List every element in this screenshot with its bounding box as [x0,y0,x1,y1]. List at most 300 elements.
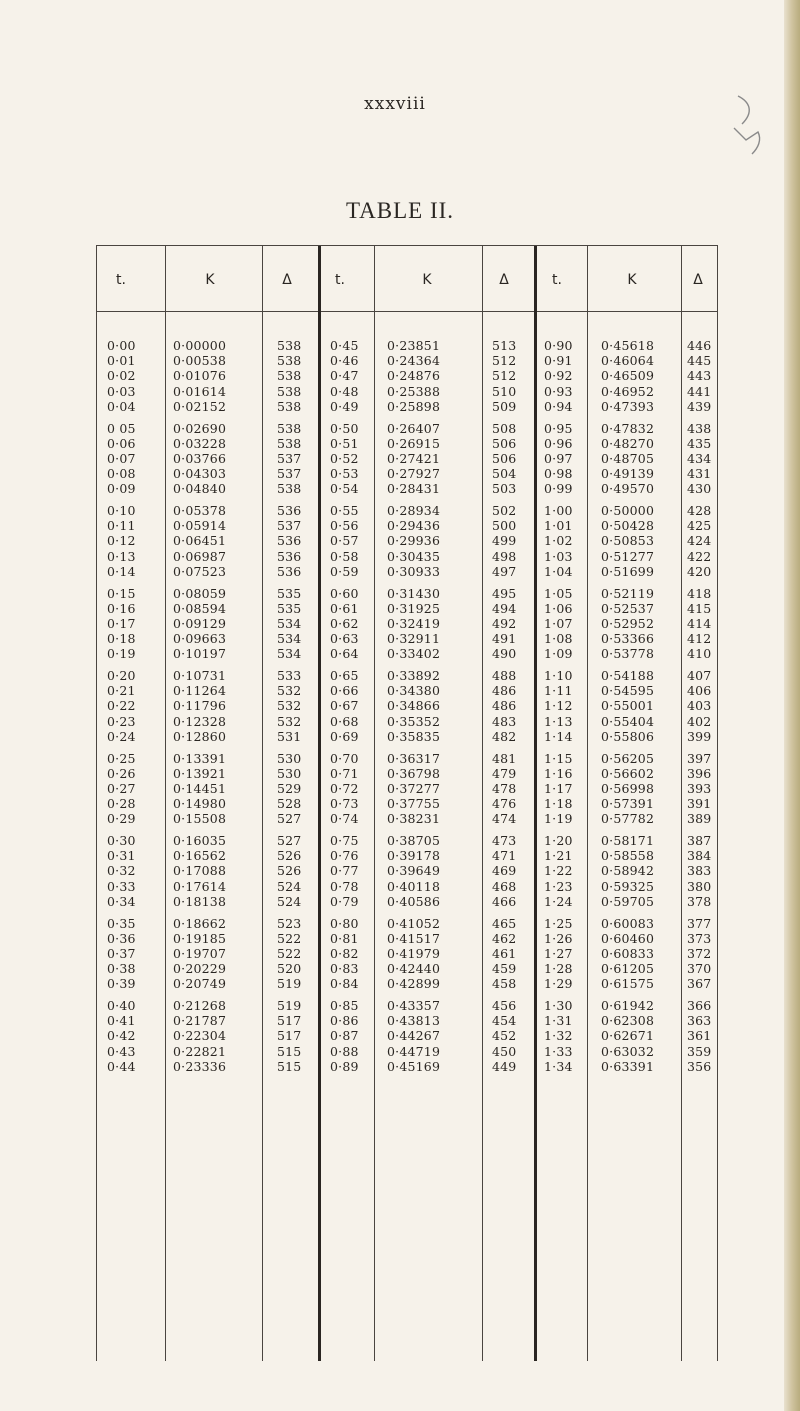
k-value: 0·21268 [173,998,227,1013]
t-value: 0·53 [330,466,359,482]
k-value: 0·30933 [387,563,441,579]
t-value: 0·12 [107,533,136,549]
k-value: 0·01076 [173,368,227,384]
k-value: 0·46952 [601,383,655,399]
t-value: 1·01 [544,518,573,534]
k-value: 0·40118 [387,878,441,894]
t-value: 0·51 [330,435,359,451]
k-value: 0·48270 [601,435,655,451]
t-value: 1·12 [544,698,573,714]
t-value: 0·25 [107,750,136,766]
k-value: 0·45169 [387,1058,441,1074]
t-value: 0·62 [330,615,359,631]
t-value: 0·86 [330,1013,359,1029]
panel-divider [534,246,537,1361]
k-value: 0·02690 [173,420,227,436]
k-value: 0·17088 [173,863,227,879]
delta-value: 428 [687,503,712,518]
k-value: 0·41052 [387,915,441,931]
delta-value: 536 [277,548,302,564]
t-value: 0·99 [544,481,573,497]
delta-value: 482 [492,728,517,744]
t-value: 0·37 [107,945,136,961]
k-value: 0·62671 [601,1028,655,1044]
delta-value: 534 [277,615,302,631]
k-value: 0·58171 [601,833,655,848]
k-value: 0·09663 [173,631,227,647]
t-value: 0·07 [107,450,136,466]
k-value: 0·42440 [387,961,441,977]
k-value: 0·54188 [601,668,655,683]
k-value: 0·32419 [387,615,441,631]
delta-value: 534 [277,646,302,662]
delta-value: 380 [687,878,712,894]
delta-value: 459 [492,961,517,977]
k-value: 0·39178 [387,848,441,864]
delta-value: 367 [687,976,712,992]
k-value: 0·18662 [173,915,227,931]
k-value: 0·23336 [173,1058,227,1074]
delta-value: 483 [492,713,517,729]
k-value: 0·13391 [173,750,227,766]
t-value: 0·32 [107,863,136,879]
column-rule [681,246,682,1361]
t-value: 0·55 [330,503,359,518]
k-value: 0·08059 [173,585,227,601]
delta-value: 515 [277,1043,302,1059]
t-value: 0·63 [330,631,359,647]
k-value: 0·51277 [601,548,655,564]
delta-value: 512 [492,353,517,369]
delta-value: 466 [492,893,517,909]
delta-value: 503 [492,481,517,497]
delta-value: 538 [277,420,302,436]
t-value: 0·36 [107,930,136,946]
k-value: 0·16035 [173,833,227,848]
k-value: 0·55806 [601,728,655,744]
k-value: 0·34866 [387,698,441,714]
delta-value: 510 [492,383,517,399]
t-value: 0·72 [330,780,359,796]
k-value: 0·36317 [387,750,441,766]
k-value: 0·20229 [173,961,227,977]
k-value: 0·46509 [601,368,655,384]
t-value: 0·49 [330,398,359,414]
delta-value: 456 [492,998,517,1013]
delta-value: 384 [687,848,712,864]
t-value: 0·20 [107,668,136,683]
delta-value: 359 [687,1043,712,1059]
k-value: 0·52119 [601,585,655,601]
k-value: 0·52537 [601,600,655,616]
t-value: 0 05 [107,420,136,436]
delta-value: 414 [687,615,712,631]
delta-value: 508 [492,420,517,436]
t-value: 0·89 [330,1058,359,1074]
t-value: 0·78 [330,878,359,894]
delta-value: 533 [277,668,302,683]
t-value: 0·39 [107,976,136,992]
t-value: 0·23 [107,713,136,729]
k-value: 0·02152 [173,398,227,414]
t-value: 0·41 [107,1013,136,1029]
k-value: 0·12860 [173,728,227,744]
k-value: 0·09129 [173,615,227,631]
k-value: 0·05378 [173,503,227,518]
t-value: 1·28 [544,961,573,977]
k-value: 0·50000 [601,503,655,518]
delta-value: 449 [492,1058,517,1074]
t-value: 1·25 [544,915,573,931]
t-value: 0·09 [107,481,136,497]
delta-value: 462 [492,930,517,946]
delta-value: 502 [492,503,517,518]
t-value: 1·15 [544,750,573,766]
delta-value: 529 [277,780,302,796]
k-value: 0·56602 [601,765,655,781]
delta-value: 488 [492,668,517,683]
delta-value: 538 [277,435,302,451]
delta-value: 526 [277,848,302,864]
t-value: 0·58 [330,548,359,564]
delta-value: 490 [492,646,517,662]
header-k-2: K [422,272,432,288]
t-value: 0·44 [107,1058,136,1074]
k-value: 0·20749 [173,976,227,992]
delta-value: 363 [687,1013,712,1029]
t-value: 0·04 [107,398,136,414]
delta-value: 452 [492,1028,517,1044]
t-value: 0·93 [544,383,573,399]
k-value: 0·50853 [601,533,655,549]
column-rule [482,246,483,1361]
delta-value: 491 [492,631,517,647]
delta-value: 478 [492,780,517,796]
delta-value: 458 [492,976,517,992]
delta-value: 519 [277,998,302,1013]
k-value: 0·26915 [387,435,441,451]
delta-value: 479 [492,765,517,781]
k-value: 0·53778 [601,646,655,662]
k-value: 0·14980 [173,796,227,812]
delta-value: 532 [277,683,302,699]
delta-value: 515 [277,1058,302,1074]
k-value: 0·16562 [173,848,227,864]
delta-value: 469 [492,863,517,879]
t-value: 0·94 [544,398,573,414]
delta-value: 446 [687,338,712,353]
delta-value: 383 [687,863,712,879]
delta-value: 538 [277,398,302,414]
t-value: 0·11 [107,518,136,534]
delta-value: 495 [492,585,517,601]
delta-value: 422 [687,548,712,564]
t-value: 0·88 [330,1043,359,1059]
delta-value: 415 [687,600,712,616]
delta-value: 372 [687,945,712,961]
k-value: 0·38231 [387,811,441,827]
t-value: 0·43 [107,1043,136,1059]
k-value: 0·25388 [387,383,441,399]
k-value: 0·55001 [601,698,655,714]
delta-value: 378 [687,893,712,909]
delta-value: 504 [492,466,517,482]
k-value: 0·55404 [601,713,655,729]
k-value: 0·00000 [173,338,227,353]
k-value: 0·61205 [601,961,655,977]
t-value: 1·29 [544,976,573,992]
delta-value: 497 [492,563,517,579]
t-value: 0·22 [107,698,136,714]
k-value: 0·53366 [601,631,655,647]
t-value: 0·97 [544,450,573,466]
delta-value: 512 [492,368,517,384]
header-k-1: K [205,272,215,288]
k-value: 0·43813 [387,1013,441,1029]
t-value: 0·13 [107,548,136,564]
panel-divider [318,246,321,1361]
k-value: 0·43357 [387,998,441,1013]
k-value: 0·60460 [601,930,655,946]
t-value: 0·90 [544,338,573,353]
delta-value: 396 [687,765,712,781]
delta-value: 366 [687,998,712,1013]
t-value: 0·18 [107,631,136,647]
t-value: 1·24 [544,893,573,909]
t-value: 0·35 [107,915,136,931]
k-value: 0·54595 [601,683,655,699]
k-value: 0·27927 [387,466,441,482]
k-value: 0·25898 [387,398,441,414]
delta-value: 538 [277,383,302,399]
k-value: 0·27421 [387,450,441,466]
k-value: 0·41517 [387,930,441,946]
delta-value: 492 [492,615,517,631]
delta-value: 471 [492,848,517,864]
k-value: 0·19185 [173,930,227,946]
k-value: 0·39649 [387,863,441,879]
k-value: 0·47393 [601,398,655,414]
t-value: 0·14 [107,563,136,579]
delta-value: 509 [492,398,517,414]
k-value: 0·57782 [601,811,655,827]
k-value: 0·51699 [601,563,655,579]
t-value: 1·11 [544,683,573,699]
data-table [96,245,718,1361]
t-value: 0·96 [544,435,573,451]
k-value: 0·41979 [387,945,441,961]
k-value: 0·32911 [387,631,441,647]
t-value: 0·31 [107,848,136,864]
t-value: 0·69 [330,728,359,744]
k-value: 0·31430 [387,585,441,601]
delta-value: 535 [277,600,302,616]
delta-value: 486 [492,698,517,714]
delta-value: 522 [277,930,302,946]
column-rule [165,246,166,1361]
k-value: 0·04840 [173,481,227,497]
k-value: 0·46064 [601,353,655,369]
delta-value: 441 [687,383,712,399]
t-value: 1·27 [544,945,573,961]
delta-value: 377 [687,915,712,931]
delta-value: 370 [687,961,712,977]
k-value: 0·58558 [601,848,655,864]
t-value: 1·33 [544,1043,573,1059]
k-value: 0·34380 [387,683,441,699]
t-value: 0·71 [330,765,359,781]
delta-value: 431 [687,466,712,482]
k-value: 0·21787 [173,1013,227,1029]
t-value: 1·09 [544,646,573,662]
t-value: 0·27 [107,780,136,796]
delta-value: 424 [687,533,712,549]
delta-value: 468 [492,878,517,894]
delta-value: 391 [687,796,712,812]
t-value: 1·10 [544,668,573,683]
t-value: 0·57 [330,533,359,549]
t-value: 0·95 [544,420,573,436]
t-value: 1·08 [544,631,573,647]
t-value: 0·82 [330,945,359,961]
t-value: 0·70 [330,750,359,766]
delta-value: 389 [687,811,712,827]
t-value: 0·08 [107,466,136,482]
t-value: 0·87 [330,1028,359,1044]
t-value: 0·02 [107,368,136,384]
delta-value: 486 [492,683,517,699]
k-value: 0·35835 [387,728,441,744]
delta-value: 517 [277,1028,302,1044]
delta-value: 494 [492,600,517,616]
t-value: 1·14 [544,728,573,744]
k-value: 0·01614 [173,383,227,399]
delta-value: 513 [492,338,517,353]
k-value: 0·48705 [601,450,655,466]
t-value: 1·21 [544,848,573,864]
delta-value: 450 [492,1043,517,1059]
delta-value: 538 [277,353,302,369]
t-value: 1·30 [544,998,573,1013]
t-value: 0·54 [330,481,359,497]
k-value: 0·29436 [387,518,441,534]
t-value: 1·32 [544,1028,573,1044]
delta-value: 506 [492,450,517,466]
t-value: 0·66 [330,683,359,699]
delta-value: 420 [687,563,712,579]
t-value: 0·34 [107,893,136,909]
k-value: 0·07523 [173,563,227,579]
t-value: 0·56 [330,518,359,534]
delta-value: 399 [687,728,712,744]
k-value: 0·06451 [173,533,227,549]
k-value: 0·19707 [173,945,227,961]
column-rule [587,246,588,1361]
t-value: 0·33 [107,878,136,894]
delta-value: 498 [492,548,517,564]
t-value: 0·29 [107,811,136,827]
delta-value: 517 [277,1013,302,1029]
k-value: 0·00538 [173,353,227,369]
t-value: 0·06 [107,435,136,451]
page-edge [784,0,800,1411]
k-value: 0·56998 [601,780,655,796]
delta-value: 461 [492,945,517,961]
k-value: 0·62308 [601,1013,655,1029]
t-value: 0·65 [330,668,359,683]
k-value: 0·36798 [387,765,441,781]
delta-value: 534 [277,631,302,647]
t-value: 0·85 [330,998,359,1013]
k-value: 0·49139 [601,466,655,482]
k-value: 0·12328 [173,713,227,729]
k-value: 0·42899 [387,976,441,992]
t-value: 0·92 [544,368,573,384]
delta-value: 538 [277,481,302,497]
t-value: 1·04 [544,563,573,579]
k-value: 0·15508 [173,811,227,827]
k-value: 0·10197 [173,646,227,662]
k-value: 0·61942 [601,998,655,1013]
k-value: 0·49570 [601,481,655,497]
k-value: 0·59325 [601,878,655,894]
t-value: 0·15 [107,585,136,601]
t-value: 1·06 [544,600,573,616]
t-value: 1·02 [544,533,573,549]
delta-value: 506 [492,435,517,451]
delta-value: 373 [687,930,712,946]
t-value: 0·79 [330,893,359,909]
t-value: 0·91 [544,353,573,369]
k-value: 0·38705 [387,833,441,848]
delta-value: 454 [492,1013,517,1029]
k-value: 0·13921 [173,765,227,781]
k-value: 0·45618 [601,338,655,353]
t-value: 1·17 [544,780,573,796]
delta-value: 530 [277,765,302,781]
k-value: 0·06987 [173,548,227,564]
delta-value: 438 [687,420,712,436]
k-value: 0·11264 [173,683,227,699]
t-value: 0·84 [330,976,359,992]
t-value: 0·77 [330,863,359,879]
delta-value: 519 [277,976,302,992]
delta-value: 537 [277,450,302,466]
k-value: 0·24364 [387,353,441,369]
k-value: 0·17614 [173,878,227,894]
delta-value: 531 [277,728,302,744]
t-value: 0·52 [330,450,359,466]
k-value: 0·60083 [601,915,655,931]
k-value: 0·35352 [387,713,441,729]
delta-value: 418 [687,585,712,601]
k-value: 0·63032 [601,1043,655,1059]
delta-value: 522 [277,945,302,961]
t-value: 1·07 [544,615,573,631]
delta-value: 538 [277,368,302,384]
delta-value: 430 [687,481,712,497]
t-value: 0·75 [330,833,359,848]
delta-value: 500 [492,518,517,534]
t-value: 1·05 [544,585,573,601]
t-value: 0·26 [107,765,136,781]
delta-value: 403 [687,698,712,714]
t-value: 1·18 [544,796,573,812]
header-delta-2: Δ [499,272,509,288]
t-value: 0·28 [107,796,136,812]
t-value: 0·40 [107,998,136,1013]
delta-value: 439 [687,398,712,414]
